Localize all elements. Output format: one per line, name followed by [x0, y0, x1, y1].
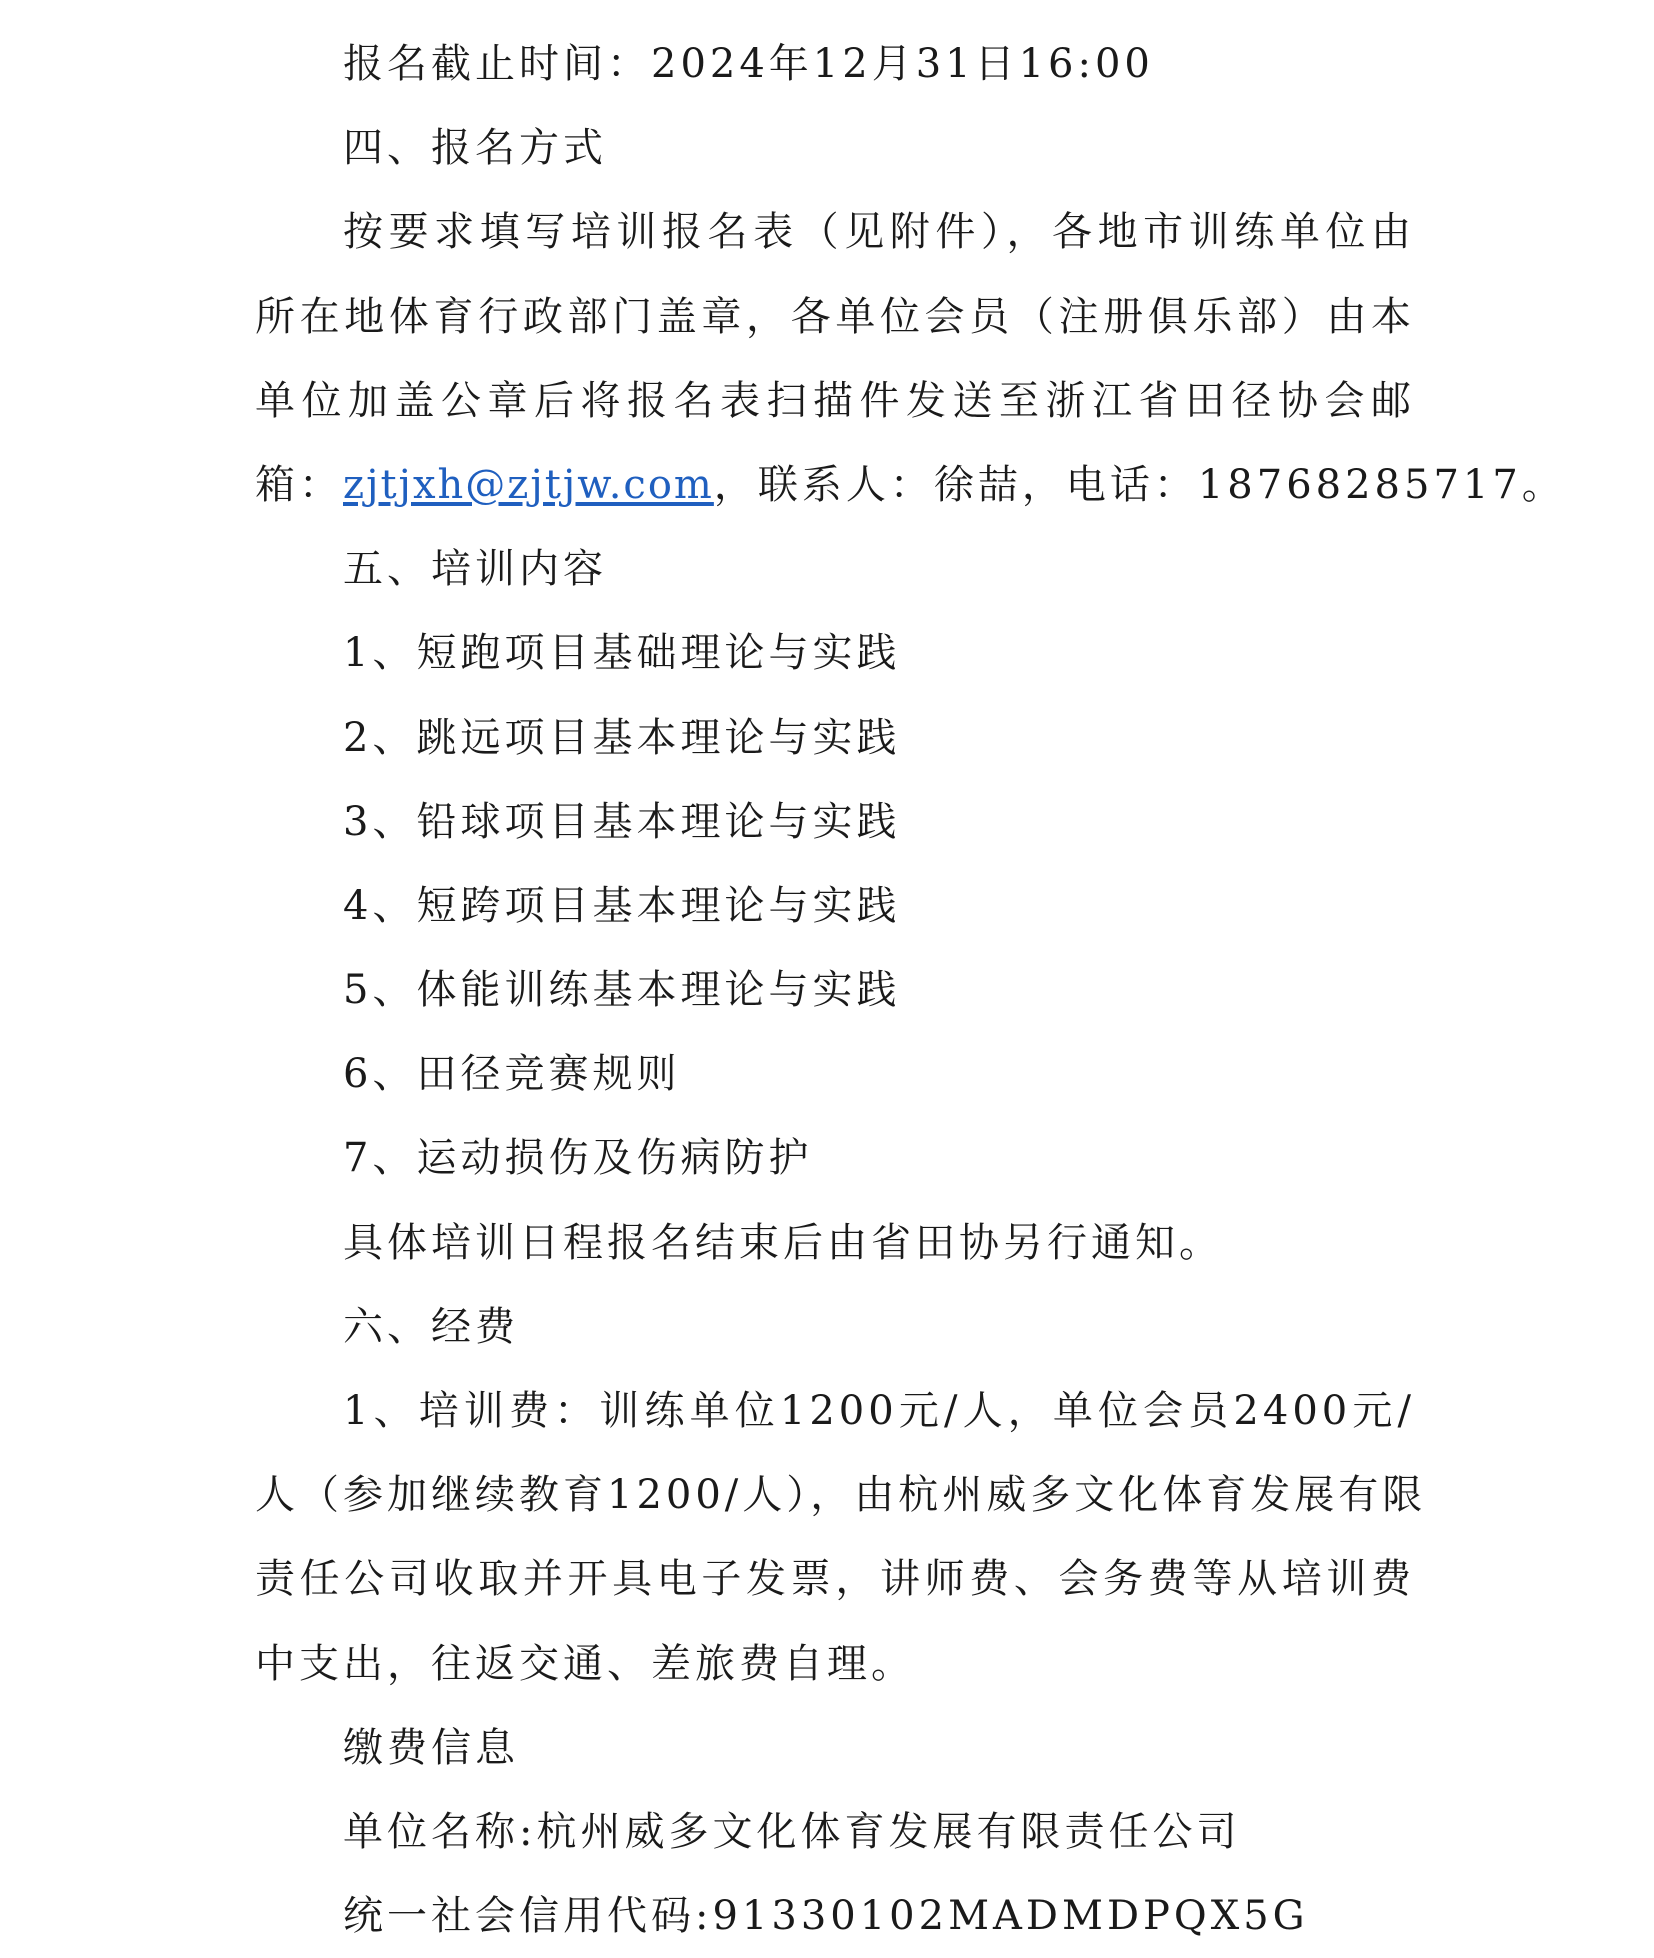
fee-paragraph-line: 责任公司收取并开具电子发票，讲师费、会务费等从培训费 — [255, 1556, 1415, 1603]
section-4-paragraph-line: 单位加盖公章后将报名表扫描件发送至浙江省田径协会邮 — [255, 377, 1415, 424]
document-body — [255, 22, 1566, 1958]
section-4-paragraph-line: 所在地体育行政部门盖章，各单位会员（注册俱乐部）由本 — [255, 293, 1415, 340]
training-item: 7、运动损伤及伤病防护 — [343, 1135, 813, 1182]
training-item: 6、田径竞赛规则 — [343, 1051, 681, 1098]
company-name: 单位名称:杭州威多文化体育发展有限责任公司 — [343, 1808, 1241, 1855]
training-item: 1、短跑项目基础理论与实践 — [343, 630, 901, 677]
payment-info-heading: 缴费信息 — [343, 1724, 519, 1771]
email-link[interactable]: zjtjxh@zjtjw.com — [343, 461, 714, 508]
training-item: 5、体能训练基本理论与实践 — [343, 967, 901, 1014]
training-item: 2、跳远项目基本理论与实践 — [343, 714, 901, 761]
training-item: 4、短跨项目基本理论与实践 — [343, 882, 901, 929]
training-item: 3、铅球项目基本理论与实践 — [343, 798, 901, 845]
section-4-paragraph-line: 按要求填写培训报名表（见附件），各地市训练单位由 — [343, 209, 1415, 256]
contact-info: ，联系人：徐喆，电话：18768285717。 — [713, 461, 1566, 508]
fee-paragraph-line: 1、培训费：训练单位1200元/人，单位会员2400元/ — [343, 1388, 1415, 1434]
schedule-note: 具体培训日程报名结束后由省田协另行通知。 — [343, 1219, 1223, 1266]
fee-paragraph-line: 中支出，往返交通、差旅费自理。 — [255, 1640, 915, 1687]
fee-paragraph-line: 人（参加继续教育1200/人），由杭州威多文化体育发展有限 — [255, 1472, 1427, 1519]
section-4-contact-line — [255, 443, 1566, 527]
section-6-heading: 六、经费 — [343, 1303, 519, 1350]
email-prefix: 箱： — [255, 461, 343, 508]
section-5-heading: 五、培训内容 — [343, 546, 607, 593]
registration-deadline: 报名截止时间：2024年12月31日16:00 — [343, 41, 1154, 87]
section-4-heading: 四、报名方式 — [343, 125, 607, 172]
credit-code: 统一社会信用代码:91330102MADMDPQX5G — [343, 1893, 1309, 1940]
